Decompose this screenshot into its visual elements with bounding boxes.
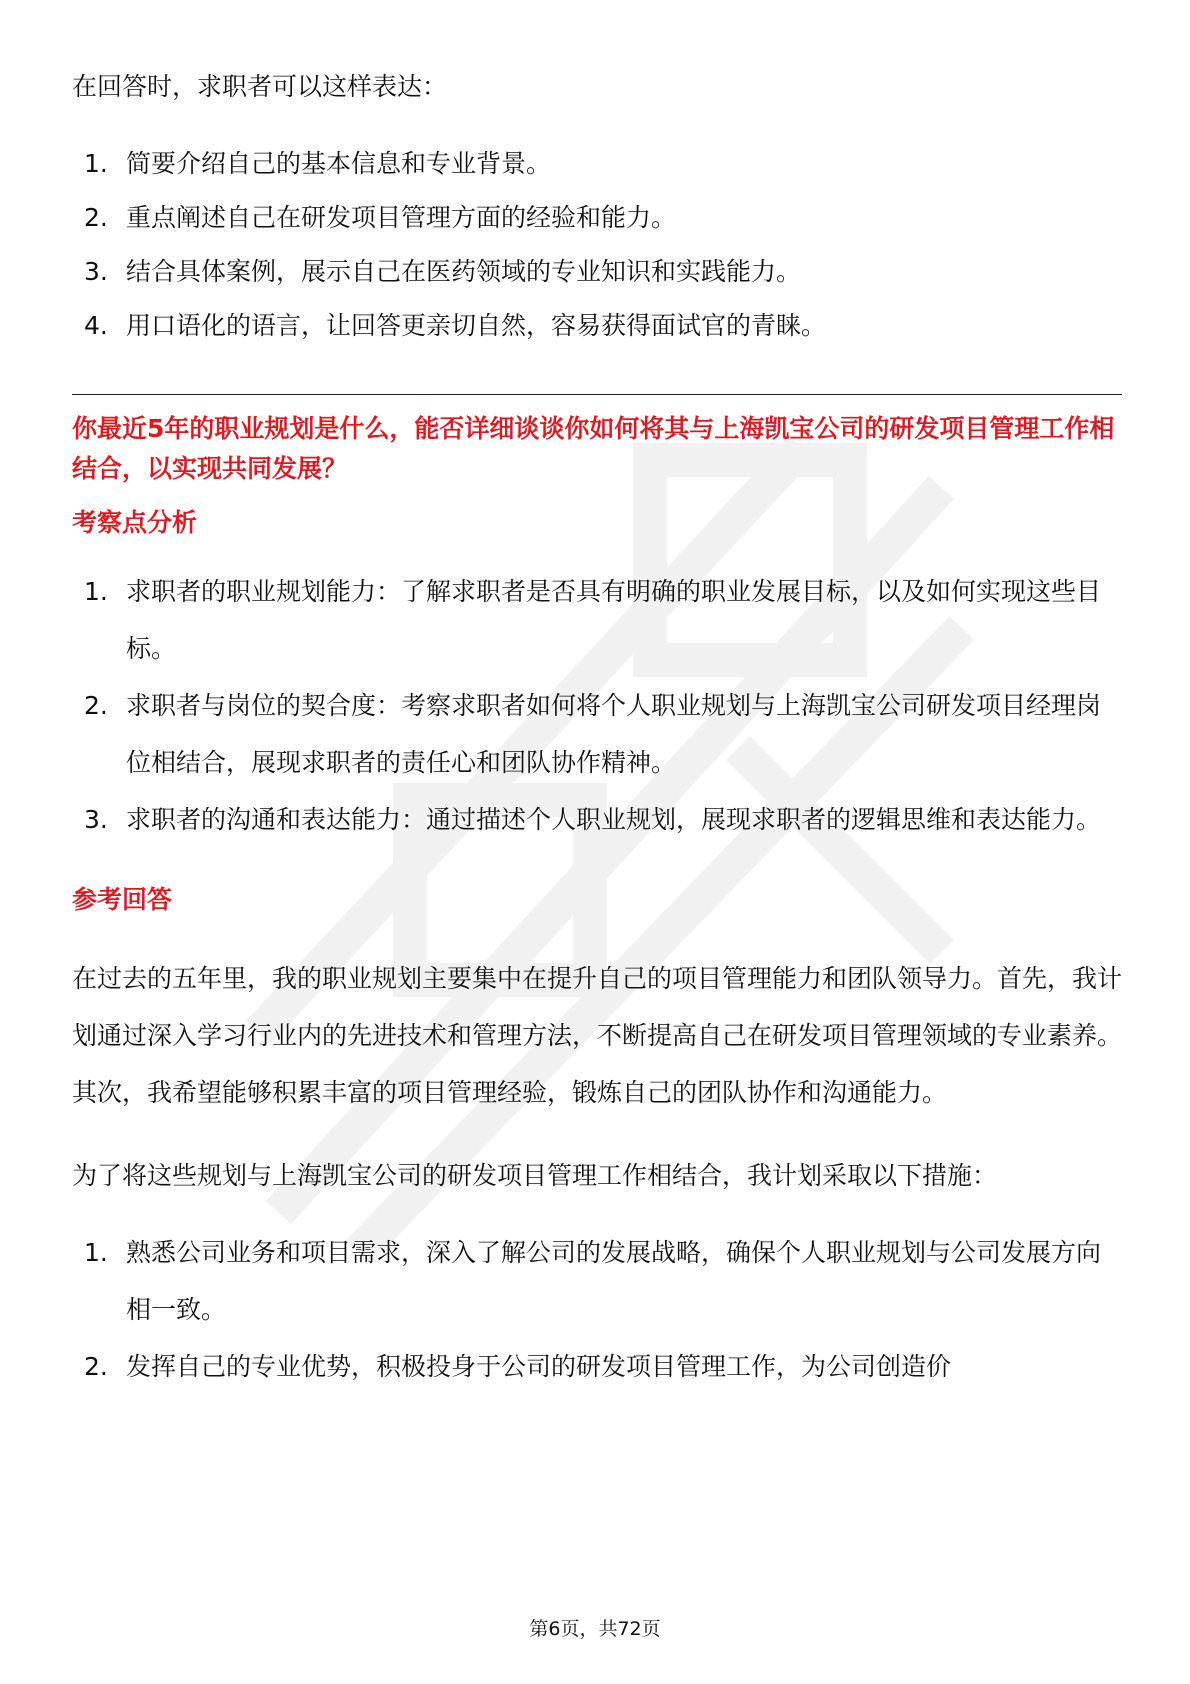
measures-list [72, 1224, 1122, 1395]
list-item [72, 791, 1122, 848]
list-text: 结合具体案例，展示自己在医药领域的专业知识和实践能力。 [126, 257, 802, 286]
list-number: 1. [84, 577, 108, 606]
list-number: 3. [84, 257, 108, 286]
list-text: 发挥自己的专业优势，积极投身于公司的研发项目管理工作，为公司创造价 [126, 1352, 952, 1381]
list-text: 重点阐述自己在研发项目管理方面的经验和能力。 [126, 203, 677, 232]
question-heading: 你最近5年的职业规划是什么，能否详细谈谈你如何将其与上海凯宝公司的研发项目管理工作相结合，以实现共同发展？ [72, 414, 1115, 483]
list-text: 熟悉公司业务和项目需求，深入了解公司的发展战略，确保个人职业规划与公司发展方向相一致。 [126, 1238, 1102, 1324]
list-number: 1. [84, 149, 108, 178]
reference-title: 参考回答 [72, 885, 173, 914]
list-number: 2. [84, 1352, 108, 1381]
list-number: 1. [84, 1238, 108, 1267]
list-text: 简要介绍自己的基本信息和专业背景。 [126, 149, 552, 178]
list-text: 求职者与岗位的契合度：考察求职者如何将个人职业规划与上海凯宝公司研发项目经理岗位相结合，展现求职者的责任心和团队协作精神。 [126, 691, 1102, 777]
document-page [72, 58, 1122, 1395]
list-number: 3. [84, 805, 108, 834]
analysis-list [72, 563, 1122, 848]
section-divider [72, 394, 1122, 395]
list-number: 4. [84, 311, 108, 340]
analysis-title: 考察点分析 [72, 508, 198, 537]
list-item [72, 563, 1122, 677]
list-item [72, 677, 1122, 791]
page-footer: 第6页，共72页 [529, 1618, 661, 1640]
reference-paragraph: 在过去的五年里，我的职业规划主要集中在提升自己的项目管理能力和团队领导力。首先，我计划通过深入学习行业内的先进技术和管理方法，不断提高自己在研发项目管理领域的专业素养。其次，我希望能够积累丰富的项目管理经验，锻炼自己的团队协作和沟通能力。 [72, 964, 1123, 1107]
list-text: 用口语化的语言，让回答更亲切自然，容易获得面试官的青睐。 [126, 311, 827, 340]
list-number: 2. [84, 203, 108, 232]
list-item [72, 1338, 1122, 1395]
reference-paragraph: 为了将这些规划与上海凯宝公司的研发项目管理工作相结合，我计划采取以下措施： [72, 1161, 998, 1190]
list-text: 求职者的沟通和表达能力：通过描述个人职业规划，展现求职者的逻辑思维和表达能力。 [126, 805, 1102, 834]
list-item [72, 189, 1122, 246]
list-item [72, 1224, 1122, 1338]
answer-tips-list [72, 135, 1122, 354]
list-number: 2. [84, 691, 108, 720]
list-item [72, 297, 1122, 354]
intro-text: 在回答时，求职者可以这样表达： [72, 72, 448, 101]
list-text: 求职者的职业规划能力：了解求职者是否具有明确的职业发展目标，以及如何实现这些目标。 [126, 577, 1102, 663]
list-item [72, 243, 1122, 300]
list-item [72, 135, 1122, 192]
